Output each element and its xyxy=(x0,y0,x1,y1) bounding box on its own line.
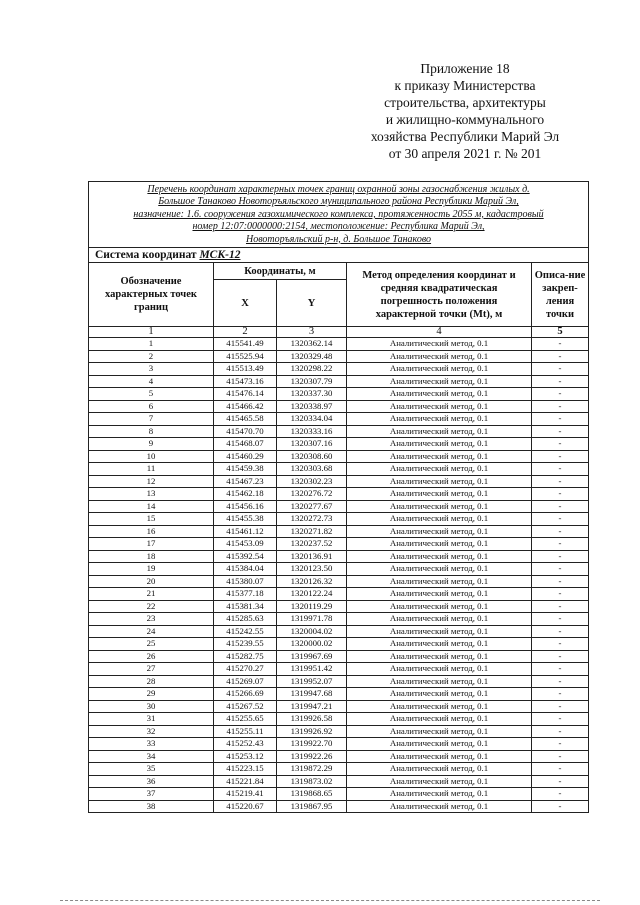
header-row-1 xyxy=(89,263,589,280)
point-number: 2 xyxy=(89,350,214,363)
point-number: 14 xyxy=(89,500,214,513)
description-cell: - xyxy=(532,763,589,776)
coord-x: 415223.15 xyxy=(214,763,277,776)
point-number: 26 xyxy=(89,650,214,663)
coord-y: 1320362.14 xyxy=(277,338,347,351)
table-row xyxy=(89,625,589,638)
point-number: 35 xyxy=(89,763,214,776)
description-cell: - xyxy=(532,613,589,626)
caption-row xyxy=(89,182,589,248)
point-number: 12 xyxy=(89,475,214,488)
coord-x: 415381.34 xyxy=(214,600,277,613)
coord-x: 415476.14 xyxy=(214,388,277,401)
coord-y: 1320302.23 xyxy=(277,475,347,488)
description-cell: - xyxy=(532,738,589,751)
description-cell: - xyxy=(532,575,589,588)
coord-y: 1319867.95 xyxy=(277,800,347,813)
description-cell: - xyxy=(532,488,589,501)
coord-y: 1319971.78 xyxy=(277,613,347,626)
coord-x: 415467.23 xyxy=(214,475,277,488)
table-row xyxy=(89,400,589,413)
method-cell: Аналитический метод, 0.1 xyxy=(347,525,532,538)
coord-y: 1320334.04 xyxy=(277,413,347,426)
column-number: 2 xyxy=(214,327,277,338)
table-row xyxy=(89,350,589,363)
description-cell: - xyxy=(532,538,589,551)
coord-y: 1320303.68 xyxy=(277,463,347,476)
table-row xyxy=(89,725,589,738)
method-cell: Аналитический метод, 0.1 xyxy=(347,650,532,663)
description-cell: - xyxy=(532,675,589,688)
table-row xyxy=(89,638,589,651)
table-row xyxy=(89,375,589,388)
coord-y: 1320122.24 xyxy=(277,588,347,601)
coord-x: 415384.04 xyxy=(214,563,277,576)
coord-y: 1320000.02 xyxy=(277,638,347,651)
coord-x: 415455.38 xyxy=(214,513,277,526)
method-cell: Аналитический метод, 0.1 xyxy=(347,750,532,763)
coord-x: 415266.69 xyxy=(214,688,277,701)
coord-y: 1320276.72 xyxy=(277,488,347,501)
coord-x: 415239.55 xyxy=(214,638,277,651)
description-cell: - xyxy=(532,750,589,763)
description-cell: - xyxy=(532,438,589,451)
point-number: 32 xyxy=(89,725,214,738)
point-number: 10 xyxy=(89,450,214,463)
table-row xyxy=(89,463,589,476)
caption-line: Перечень координат характерных точек границ охранной зоны газоснабжения жилых д. xyxy=(147,184,530,195)
coord-x: 415541.49 xyxy=(214,338,277,351)
table-row xyxy=(89,763,589,776)
coord-x: 415513.49 xyxy=(214,363,277,376)
table-row xyxy=(89,663,589,676)
description-cell: - xyxy=(532,338,589,351)
method-cell: Аналитический метод, 0.1 xyxy=(347,400,532,413)
table-body xyxy=(89,338,589,813)
table-row xyxy=(89,688,589,701)
method-cell: Аналитический метод, 0.1 xyxy=(347,663,532,676)
coord-y: 1319947.68 xyxy=(277,688,347,701)
coord-x: 415377.18 xyxy=(214,588,277,601)
method-cell: Аналитический метод, 0.1 xyxy=(347,475,532,488)
table-row xyxy=(89,550,589,563)
coord-y: 1319922.70 xyxy=(277,738,347,751)
coord-x: 415380.07 xyxy=(214,575,277,588)
method-cell: Аналитический метод, 0.1 xyxy=(347,600,532,613)
coord-x: 415456.16 xyxy=(214,500,277,513)
point-number: 20 xyxy=(89,575,214,588)
coord-y: 1319873.02 xyxy=(277,775,347,788)
method-cell: Аналитический метод, 0.1 xyxy=(347,800,532,813)
point-number: 1 xyxy=(89,338,214,351)
point-number: 18 xyxy=(89,550,214,563)
column-number: 5 xyxy=(532,327,589,338)
point-number: 5 xyxy=(89,388,214,401)
point-number: 34 xyxy=(89,750,214,763)
method-cell: Аналитический метод, 0.1 xyxy=(347,513,532,526)
table-row xyxy=(89,388,589,401)
method-cell: Аналитический метод, 0.1 xyxy=(347,713,532,726)
point-number: 38 xyxy=(89,800,214,813)
coord-y: 1320308.60 xyxy=(277,450,347,463)
point-number: 21 xyxy=(89,588,214,601)
table-row xyxy=(89,425,589,438)
point-number: 37 xyxy=(89,788,214,801)
coord-x: 415461.12 xyxy=(214,525,277,538)
table-row xyxy=(89,450,589,463)
table-row xyxy=(89,800,589,813)
method-cell: Аналитический метод, 0.1 xyxy=(347,725,532,738)
table-caption xyxy=(89,182,589,248)
header-y: Y xyxy=(277,280,347,327)
table-row xyxy=(89,413,589,426)
table-row xyxy=(89,513,589,526)
coord-x: 415242.55 xyxy=(214,625,277,638)
appendix-line: от 30 апреля 2021 г. № 201 xyxy=(388,146,542,161)
coord-x: 415270.27 xyxy=(214,663,277,676)
method-cell: Аналитический метод, 0.1 xyxy=(347,338,532,351)
coord-x: 415255.11 xyxy=(214,725,277,738)
caption-line: номер 12:07:0000000:2154, местоположение: Республика Марий Эл, xyxy=(192,221,485,233)
coord-y: 1320136.91 xyxy=(277,550,347,563)
caption-line: Большое Танаково Новоторъяльского муниципального района Республики Марий Эл, xyxy=(158,196,519,208)
coord-x: 415221.84 xyxy=(214,775,277,788)
table-row xyxy=(89,488,589,501)
coord-y: 1320307.79 xyxy=(277,375,347,388)
coord-y: 1320126.32 xyxy=(277,575,347,588)
column-number: 4 xyxy=(347,327,532,338)
description-cell: - xyxy=(532,463,589,476)
method-cell: Аналитический метод, 0.1 xyxy=(347,413,532,426)
description-cell: - xyxy=(532,425,589,438)
method-cell: Аналитический метод, 0.1 xyxy=(347,700,532,713)
description-cell: - xyxy=(532,388,589,401)
coord-x: 415462.18 xyxy=(214,488,277,501)
table-row xyxy=(89,750,589,763)
system-value: МСК-12 xyxy=(199,249,241,262)
coord-x: 415253.12 xyxy=(214,750,277,763)
coord-x: 415269.07 xyxy=(214,675,277,688)
coord-y: 1320119.29 xyxy=(277,600,347,613)
table-row xyxy=(89,600,589,613)
coord-x: 415459.38 xyxy=(214,463,277,476)
point-number: 11 xyxy=(89,463,214,476)
appendix-line: к приказу Министерства xyxy=(394,78,536,93)
coord-x: 415282.75 xyxy=(214,650,277,663)
table-row xyxy=(89,563,589,576)
coord-y: 1320298.22 xyxy=(277,363,347,376)
method-cell: Аналитический метод, 0.1 xyxy=(347,675,532,688)
method-cell: Аналитический метод, 0.1 xyxy=(347,450,532,463)
point-number: 6 xyxy=(89,400,214,413)
description-cell: - xyxy=(532,500,589,513)
method-cell: Аналитический метод, 0.1 xyxy=(347,588,532,601)
coord-y: 1319872.29 xyxy=(277,763,347,776)
description-cell: - xyxy=(532,650,589,663)
header-description: Описа-ние закреп-ления точки xyxy=(532,263,589,327)
column-number-row xyxy=(89,327,589,338)
coord-y: 1319868.65 xyxy=(277,788,347,801)
table-row xyxy=(89,475,589,488)
description-cell: - xyxy=(532,350,589,363)
point-number: 19 xyxy=(89,563,214,576)
description-cell: - xyxy=(532,450,589,463)
coord-y: 1319952.07 xyxy=(277,675,347,688)
description-cell: - xyxy=(532,713,589,726)
table-row xyxy=(89,713,589,726)
coord-x: 415465.58 xyxy=(214,413,277,426)
method-cell: Аналитический метод, 0.1 xyxy=(347,638,532,651)
coord-y: 1320333.16 xyxy=(277,425,347,438)
method-cell: Аналитический метод, 0.1 xyxy=(347,575,532,588)
point-number: 4 xyxy=(89,375,214,388)
page-edge-line xyxy=(60,900,600,902)
point-number: 22 xyxy=(89,600,214,613)
coord-y: 1319947.21 xyxy=(277,700,347,713)
description-cell: - xyxy=(532,413,589,426)
description-cell: - xyxy=(532,625,589,638)
coord-y: 1319922.26 xyxy=(277,750,347,763)
method-cell: Аналитический метод, 0.1 xyxy=(347,388,532,401)
coord-y: 1320307.16 xyxy=(277,438,347,451)
table-row xyxy=(89,650,589,663)
method-cell: Аналитический метод, 0.1 xyxy=(347,438,532,451)
coord-x: 415468.07 xyxy=(214,438,277,451)
method-cell: Аналитический метод, 0.1 xyxy=(347,625,532,638)
description-cell: - xyxy=(532,688,589,701)
coord-y: 1320337.30 xyxy=(277,388,347,401)
coord-x: 415252.43 xyxy=(214,738,277,751)
coord-y: 1320004.02 xyxy=(277,625,347,638)
point-number: 33 xyxy=(89,738,214,751)
description-cell: - xyxy=(532,513,589,526)
method-cell: Аналитический метод, 0.1 xyxy=(347,425,532,438)
method-cell: Аналитический метод, 0.1 xyxy=(347,563,532,576)
table-row xyxy=(89,438,589,451)
description-cell: - xyxy=(532,725,589,738)
coordinate-system xyxy=(89,248,589,263)
method-cell: Аналитический метод, 0.1 xyxy=(347,488,532,501)
table-row xyxy=(89,338,589,351)
column-number: 1 xyxy=(89,327,214,338)
coord-x: 415267.52 xyxy=(214,700,277,713)
coord-x: 415392.54 xyxy=(214,550,277,563)
coordinates-table xyxy=(88,181,589,813)
method-cell: Аналитический метод, 0.1 xyxy=(347,350,532,363)
description-cell: - xyxy=(532,800,589,813)
table-row xyxy=(89,588,589,601)
description-cell: - xyxy=(532,550,589,563)
appendix-line: строительства, архитектуры xyxy=(384,95,546,110)
description-cell: - xyxy=(532,600,589,613)
coord-x: 415473.16 xyxy=(214,375,277,388)
point-number: 28 xyxy=(89,675,214,688)
point-number: 24 xyxy=(89,625,214,638)
appendix-line: хозяйства Республики Марий Эл xyxy=(370,129,560,144)
coord-x: 415285.63 xyxy=(214,613,277,626)
description-cell: - xyxy=(532,700,589,713)
point-number: 36 xyxy=(89,775,214,788)
description-cell: - xyxy=(532,788,589,801)
method-cell: Аналитический метод, 0.1 xyxy=(347,788,532,801)
description-cell: - xyxy=(532,563,589,576)
coord-y: 1320237.52 xyxy=(277,538,347,551)
header-designation: Обозначение характерных точек границ xyxy=(89,263,214,327)
description-cell: - xyxy=(532,663,589,676)
description-cell: - xyxy=(532,363,589,376)
header-method: Метод определения координат и средняя квадратическая погрешность положения характерной точки (Mt), м xyxy=(347,263,532,327)
coord-x: 415525.94 xyxy=(214,350,277,363)
method-cell: Аналитический метод, 0.1 xyxy=(347,363,532,376)
caption-line: назначение: 1.6. сооружения газохимического комплекса, протяженность 2055 м, кадастровый xyxy=(133,208,544,220)
point-number: 30 xyxy=(89,700,214,713)
coord-y: 1320338.97 xyxy=(277,400,347,413)
method-cell: Аналитический метод, 0.1 xyxy=(347,688,532,701)
coord-y: 1320272.73 xyxy=(277,513,347,526)
coord-x: 415460.29 xyxy=(214,450,277,463)
coord-y: 1319926.92 xyxy=(277,725,347,738)
description-cell: - xyxy=(532,588,589,601)
description-cell: - xyxy=(532,775,589,788)
coord-x: 415466.42 xyxy=(214,400,277,413)
table-row xyxy=(89,538,589,551)
coord-y: 1319926.58 xyxy=(277,713,347,726)
appendix-line: и жилищно-коммунального xyxy=(385,112,545,127)
coord-x: 415219.41 xyxy=(214,788,277,801)
table-row xyxy=(89,525,589,538)
table-row xyxy=(89,700,589,713)
coord-x: 415255.65 xyxy=(214,713,277,726)
coord-y: 1320123.50 xyxy=(277,563,347,576)
method-cell: Аналитический метод, 0.1 xyxy=(347,375,532,388)
system-row xyxy=(89,248,589,263)
method-cell: Аналитический метод, 0.1 xyxy=(347,738,532,751)
table-row xyxy=(89,500,589,513)
point-number: 17 xyxy=(89,538,214,551)
system-label: Система координат xyxy=(95,249,197,262)
description-cell: - xyxy=(532,638,589,651)
coord-y: 1319967.69 xyxy=(277,650,347,663)
method-cell: Аналитический метод, 0.1 xyxy=(347,613,532,626)
method-cell: Аналитический метод, 0.1 xyxy=(347,775,532,788)
description-cell: - xyxy=(532,475,589,488)
point-number: 25 xyxy=(89,638,214,651)
table-row xyxy=(89,738,589,751)
coord-y: 1320329.48 xyxy=(277,350,347,363)
table-row xyxy=(89,363,589,376)
method-cell: Аналитический метод, 0.1 xyxy=(347,763,532,776)
method-cell: Аналитический метод, 0.1 xyxy=(347,550,532,563)
appendix-header xyxy=(300,60,630,162)
table-row xyxy=(89,675,589,688)
point-number: 23 xyxy=(89,613,214,626)
method-cell: Аналитический метод, 0.1 xyxy=(347,463,532,476)
point-number: 27 xyxy=(89,663,214,676)
coord-x: 415220.67 xyxy=(214,800,277,813)
description-cell: - xyxy=(532,400,589,413)
caption-line: Новоторъяльский р-н, д. Большое Танаково xyxy=(245,233,432,245)
description-cell: - xyxy=(532,375,589,388)
table-row xyxy=(89,775,589,788)
point-number: 8 xyxy=(89,425,214,438)
description-cell: - xyxy=(532,525,589,538)
point-number: 31 xyxy=(89,713,214,726)
point-number: 3 xyxy=(89,363,214,376)
point-number: 13 xyxy=(89,488,214,501)
header-x: X xyxy=(214,280,277,327)
table-row xyxy=(89,613,589,626)
table-row xyxy=(89,788,589,801)
coord-y: 1320277.67 xyxy=(277,500,347,513)
column-number: 3 xyxy=(277,327,347,338)
point-number: 16 xyxy=(89,525,214,538)
point-number: 15 xyxy=(89,513,214,526)
method-cell: Аналитический метод, 0.1 xyxy=(347,500,532,513)
method-cell: Аналитический метод, 0.1 xyxy=(347,538,532,551)
coord-y: 1319951.42 xyxy=(277,663,347,676)
point-number: 7 xyxy=(89,413,214,426)
coord-x: 415470.70 xyxy=(214,425,277,438)
coord-y: 1320271.82 xyxy=(277,525,347,538)
point-number: 9 xyxy=(89,438,214,451)
point-number: 29 xyxy=(89,688,214,701)
header-coordinates: Координаты, м xyxy=(214,263,347,280)
table-row xyxy=(89,575,589,588)
coord-x: 415453.09 xyxy=(214,538,277,551)
appendix-line: Приложение 18 xyxy=(420,61,510,76)
